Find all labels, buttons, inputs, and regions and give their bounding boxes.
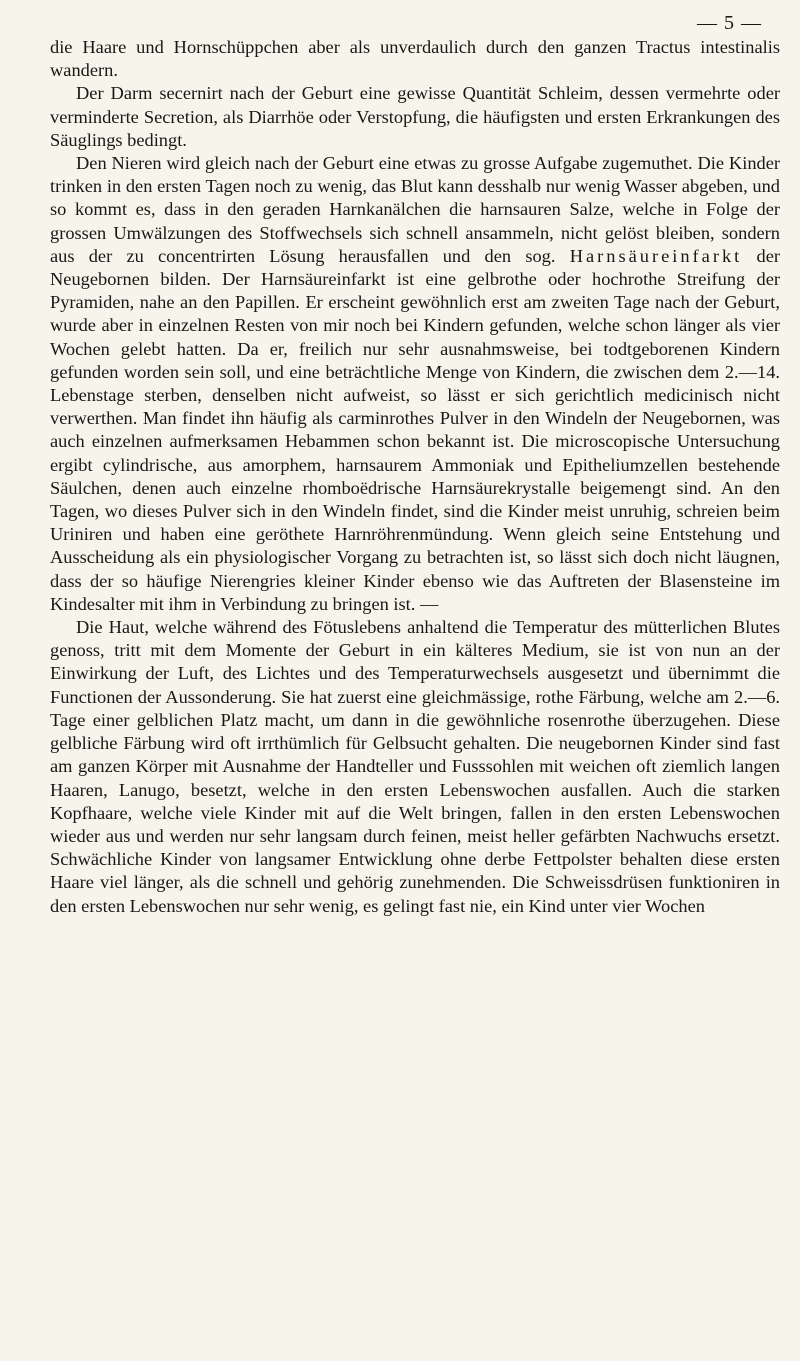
paragraph-nieren — [50, 152, 780, 616]
page-number: — 5 — — [697, 12, 762, 34]
nieren-text-after: der Neugebornen bilden. Der Harnsäureinfarkt ist eine gelbrothe oder hochrothe Streifung der Pyramiden, nahe an den Papillen. Er erscheint gewöhnlich erst am zweiten Tage nach der Geburt, wurde aber in einzelnen Resten von mir noch bei Kindern gefunden, welche schon länger als vier Wochen gelebt hatten. Da er, freilich nur sehr ausnahmsweise, bei todtgeborenen Kindern gefunden worden sein soll, und eine beträchtliche Menge von Kindern, die zwischen dem 2.—14. Lebenstage sterben, denselben nicht aufweist, so lässt er sich gerichtlich medicinisch nicht verwerthen. Man findet ihn häufig als carminrothes Pulver in den Windeln der Neugebornen, was auch einzelnen aufmerksamen Hebammen schon bekannt ist. Die microscopische Untersuchung ergibt cylindrische, aus amorphem, harnsaurem Ammoniak und Epitheliumzellen bestehende Säulchen, denen auch einzelne rhomboëdrische Harnsäurekrystalle beigemengt sind. An den Tagen, wo dieses Pulver sich in den Windeln findet, sind die Kinder meist unruhig, schreien beim Uriniren und haben eine geröthete Harnröhrenmündung. Wenn gleich seine Entstehung und Ausscheidung als ein physiologischer Vorgang zu betrachten ist, so lässt sich doch nicht läugnen, dass der so häufige Nierengries kleiner Kinder ebenso wie das Auftreten der Blasensteine im Kindesalter mit ihm in Verbindung zu bringen ist. — — [50, 245, 780, 614]
paragraph-continuation: die Haare und Hornschüppchen aber als unverdaulich durch den ganzen Tractus intestinalis wandern. — [50, 37, 780, 81]
term-harnsaeureinfarkt: Harnsäureinfarkt — [569, 245, 743, 266]
paragraph-darm: Der Darm secernirt nach der Geburt eine gewisse Quantität Schleim, dessen vermehrte oder verminderte Secretion, als Diarrhöe oder Verstopfung, die häufigsten und ersten Erkrankungen des Säuglings bedingt. — [50, 83, 780, 150]
paragraph-haut: Die Haut, welche während des Fötuslebens anhaltend die Temperatur des mütterlichen Blutes genoss, tritt mit dem Momente der Geburt in ein kälteres Medium, sie ist von nun an der Einwirkung der Luft, des Lichtes und des Temperaturwechsels ausgesetzt und übernimmt die Functionen der Aussonderung. Sie hat zuerst eine gleichmässige, rothe Färbung, welche am 2.—6. Tage einer gelblichen Platz macht, um dann in die gewöhnliche rosenrothe überzugehen. Diese gelbliche Färbung wird oft irrthümlich für Gelbsucht gehalten. Die neugebornen Kinder sind fast am ganzen Körper mit Ausnahme der Handteller und Fusssohlen mit weichen oft ziemlich langen Haaren, Lanugo, besetzt, welche in den ersten Lebenswochen ausfallen. Auch die starken Kopfhaare, welche viele Kinder mit auf die Welt bringen, fallen in den ersten Lebenswochen wieder aus und werden nur sehr langsam durch feinen, meist heller gefärbten Nachwuchs ersetzt. Schwächliche Kinder von langsamer Entwicklung ohne derbe Fettpolster behalten diese ersten Haare viel länger, als die schnell und gehörig zunehmenden. Die Schweissdrüsen funktioniren in den ersten Lebenswochen nur sehr wenig, es gelingt fast nie, ein Kind unter vier Wochen — [50, 617, 780, 916]
nieren-text-before: Den Nieren wird gleich nach der Geburt eine etwas zu grosse Aufgabe zugemuthet. Die Kinder trinken in den ersten Tagen noch zu wenig, das Blut kann desshalb nur wenig Wasser abgeben, und so kommt es, dass in den geraden Harnkanälchen die harnsauren Salze, welche in Folge der grossen Umwälzungen des Stoffwechsels sich schnell ansammeln, nicht gelöst bleiben, sondern aus der zu concentrirten Lösung herausfallen und den sog. — [50, 153, 780, 266]
